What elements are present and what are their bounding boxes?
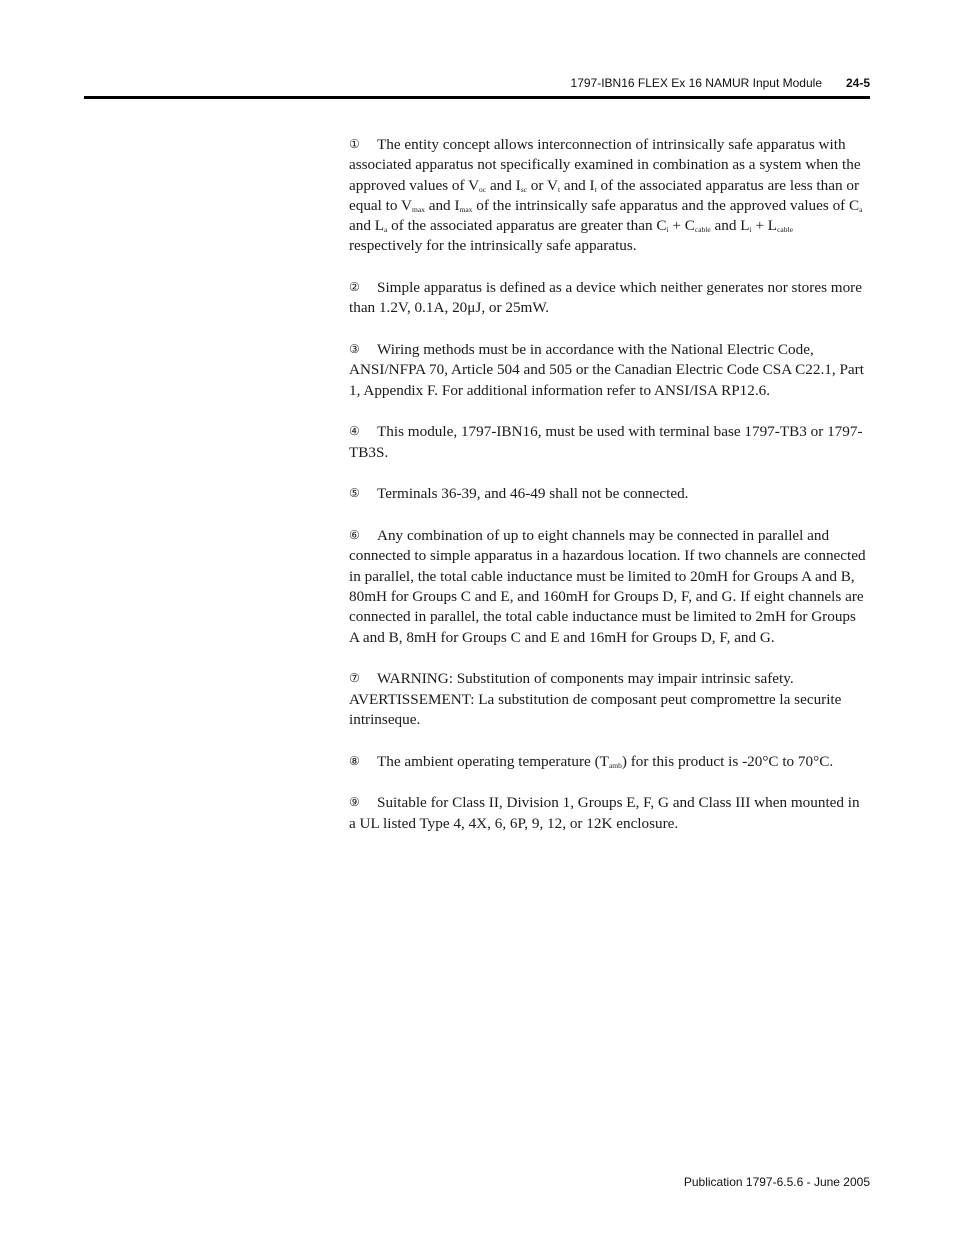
header-rule xyxy=(84,96,870,99)
note-subscript: a xyxy=(859,204,863,214)
note-subscript: i xyxy=(749,225,752,235)
note-marker: ⑤ xyxy=(349,486,360,501)
running-header xyxy=(84,73,870,97)
note-1 xyxy=(349,134,867,257)
note-text: The entity concept allows interconnection of intrinsically safe apparatus with associated apparatus not specifically examined in combination as a system when the approved values of V xyxy=(349,136,861,194)
note-text: or V xyxy=(526,176,558,194)
note-text: and L xyxy=(710,217,750,235)
note-3 xyxy=(349,339,867,401)
page-number: 24-5 xyxy=(845,76,870,90)
note-text: Terminals 36-39, and 46-49 shall not be connected. xyxy=(377,485,689,503)
note-text: of the associated apparatus are greater than C xyxy=(387,217,667,235)
note-subscript: a xyxy=(384,225,388,235)
note-subscript: amb xyxy=(608,760,622,770)
note-text: This module, 1797-IBN16, must be used with terminal base 1797-TB3 or 1797-TB3S. xyxy=(349,423,863,461)
note-text: + L xyxy=(751,217,778,235)
note-9 xyxy=(349,792,867,834)
note-text: of the intrinsically safe apparatus and the approved values of C xyxy=(472,196,860,214)
note-text: Any combination of up to eight channels may be connected in parallel and connected to simple apparatus in a hazardous location. If two channels are connected in parallel, the total cable inductance must be limited to 20mH for Groups A and B, 80mH for Groups C and E, and 160mH for Groups D, F, and G. If eight channels are connected in parallel, the total cable inductance must be limited to 2mH for Groups A and B, 8mH for Groups C and E and 16mH for Groups D, F, and G. xyxy=(349,527,866,646)
note-2 xyxy=(349,277,867,319)
note-marker: ⑧ xyxy=(349,753,360,768)
note-text: respectively for the intrinsically safe apparatus. xyxy=(349,237,637,255)
note-text: and I xyxy=(560,176,595,194)
note-marker: ② xyxy=(349,280,360,295)
note-subscript: t xyxy=(594,184,597,194)
note-marker: ⑦ xyxy=(349,671,360,686)
note-text: + C xyxy=(668,217,695,235)
note-subscript: cable xyxy=(694,225,711,235)
note-text: Wiring methods must be in accordance with the National Electric Code, ANSI/NFPA 70, Article 504 and 505 or the Canadian Electric Code CSA C22.1, Part 1, Appendix F. For additional information refer to ANSI/ISA RP12.6. xyxy=(349,341,864,399)
note-8 xyxy=(349,751,867,772)
publication-footer: Publication 1797-6.5.6 - June 2005 xyxy=(683,1175,870,1189)
notes-list xyxy=(349,134,867,854)
note-6 xyxy=(349,525,867,648)
note-subscript: i xyxy=(666,225,669,235)
note-marker: ④ xyxy=(349,424,360,439)
note-text: and L xyxy=(349,217,385,235)
note-marker: ⑥ xyxy=(349,528,360,543)
note-text: of the associated apparatus are less than or equal to V xyxy=(349,176,860,214)
note-text: WARNING: Substitution of components may impair intrinsic safety. AVERTISSEMENT: La substitution de composant peut compromettre la securite intrinseque. xyxy=(349,670,842,728)
note-marker: ① xyxy=(349,137,360,151)
note-subscript: t xyxy=(557,184,561,194)
header-title: 1797-IBN16 FLEX Ex 16 NAMUR Input Module xyxy=(570,76,822,90)
note-7 xyxy=(349,668,867,730)
note-subscript: max xyxy=(412,204,425,214)
note-text: The ambient operating temperature (T xyxy=(377,752,609,770)
note-text: and I xyxy=(424,196,460,214)
note-4 xyxy=(349,421,867,463)
note-subscript: cable xyxy=(777,225,793,235)
note-text: Suitable for Class II, Division 1, Groups E, F, G and Class III when mounted in a UL listed Type 4, 4X, 6, 6P, 9, 12, or 12K enclosure. xyxy=(349,794,860,832)
note-subscript: sc xyxy=(520,184,527,194)
note-5 xyxy=(349,483,867,504)
note-text: ) for this product is -20°C to 70°C. xyxy=(621,752,834,770)
note-subscript: max xyxy=(459,204,473,214)
note-text: Simple apparatus is defined as a device which neither generates nor stores more than 1.2V, 0.1A, 20μJ, or 25mW. xyxy=(349,279,862,317)
note-marker: ③ xyxy=(349,342,360,357)
note-marker: ⑨ xyxy=(349,795,360,810)
note-subscript: oc xyxy=(479,184,487,194)
note-text: and I xyxy=(486,176,521,194)
